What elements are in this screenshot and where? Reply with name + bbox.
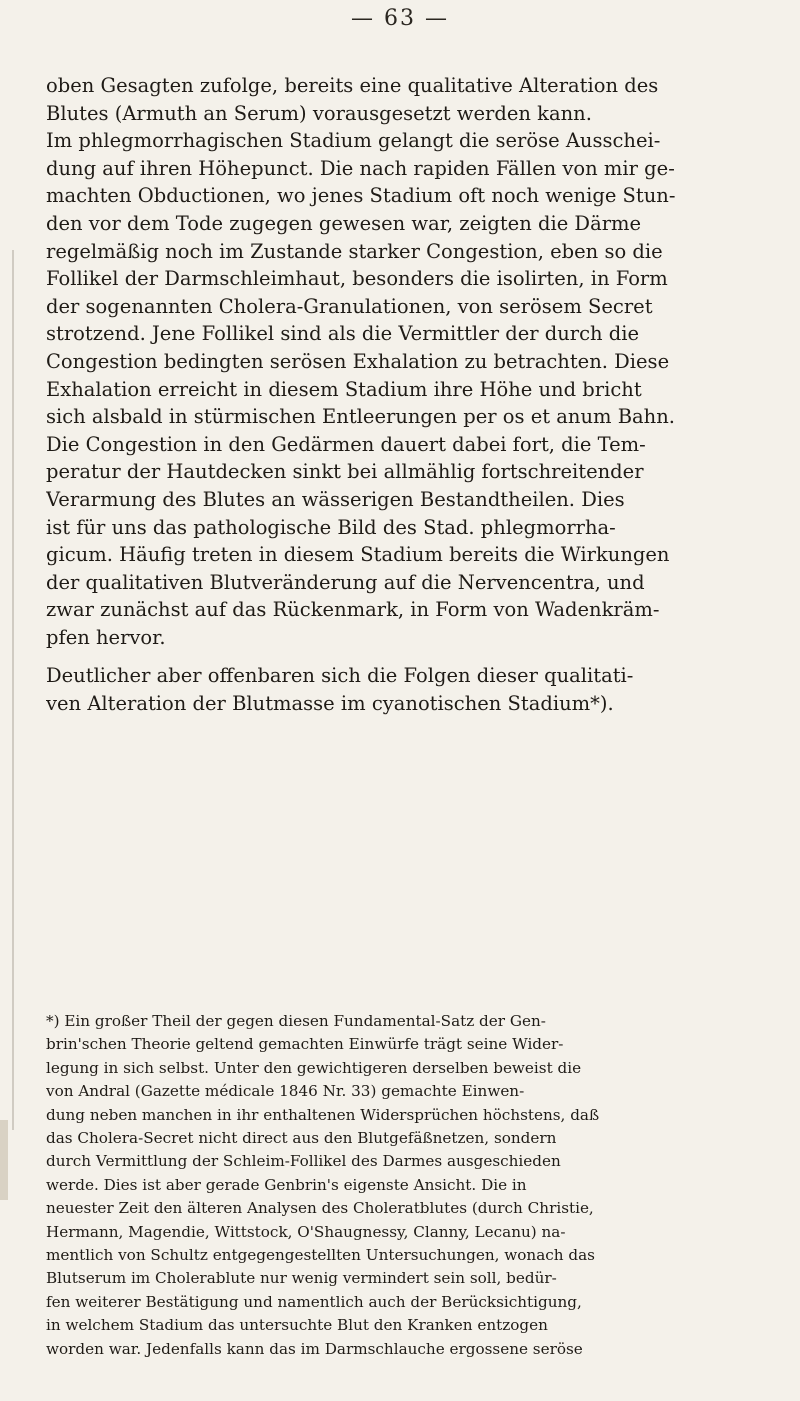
text-line: machten Obductionen, wo jenes Stadium oft noch wenige Stun- [46,184,676,208]
text-line: den vor dem Tode zugegen gewesen war, zeigten die Därme [46,211,642,235]
text-line: Die Congestion in den Gedärmen dauert dabei fort, die Tem- [46,432,646,456]
paragraph-gap [46,651,772,662]
text-line: Verarmung des Blutes an wässerigen Bestandtheilen. Dies [46,487,625,511]
footnote-line: in welchem Stadium das untersuchte Blut den Kranken entzogen [46,1316,548,1335]
footnote [46,1010,772,1361]
text-line: ven Alteration der Blutmasse im cyanotischen Stadium*). [46,692,614,716]
footnote-line: das Cholera-Secret nicht direct aus den Blutgefäßnetzen, sondern [46,1129,557,1148]
text-line: dung auf ihren Höhepunct. Die nach rapiden Fällen von mir ge- [46,156,675,180]
text-line: zwar zunächst auf das Rückenmark, in Form von Wadenkräm- [46,598,660,622]
footnote-line: Hermann, Magendie, Wittstock, O'Shaugnessy, Clanny, Lecanu) na- [46,1222,566,1241]
text-line: der qualitativen Blutveränderung auf die Nervencentra, und [46,570,645,594]
text-line: Follikel der Darmschleimhaut, besonders die isolirten, in Form [46,267,668,291]
footnote-line: werde. Dies ist aber gerade Genbrin's eigenste Ansicht. Die in [46,1175,527,1194]
footnote-line: brin'schen Theorie geltend gemachten Einwürfe trägt seine Wider- [46,1035,564,1054]
footnote-line: worden war. Jedenfalls kann das im Darmschlauche ergossene seröse [46,1339,583,1358]
page-edge-stain [0,1120,8,1200]
text-line: strotzend. Jene Follikel sind als die Vermittler der durch die [46,322,640,346]
text-line: Im phlegmorrhagischen Stadium gelangt die seröse Ausschei- [46,129,661,153]
text-line: ist für uns das pathologische Bild des Stad. phlegmorrha- [46,515,616,539]
footnote-line: durch Vermittlung der Schleim-Follikel des Darmes ausgeschieden [46,1152,561,1171]
text-line: peratur der Hautdecken sinkt bei allmählig fortschreitender [46,460,644,484]
text-line: Exhalation erreicht in diesem Stadium ihre Höhe und bricht [46,377,642,401]
footnote-line: mentlich von Schultz entgegengestellten Untersuchungen, wonach das [46,1246,595,1265]
text-line: der sogenannten Cholera-Granulationen, von serösem Secret [46,294,653,318]
text-line: regelmäßig noch im Zustande starker Congestion, eben so die [46,239,663,263]
text-line: Blutes (Armuth an Serum) vorausgesetzt werden kann. [46,101,592,125]
page-number: — 63 — [351,6,449,31]
main-text [46,72,772,718]
text-line: pfen hervor. [46,625,166,649]
footnote-line: fen weiterer Bestätigung und namentlich auch der Berücksichtigung, [46,1292,582,1311]
text-line: Deutlicher aber offenbaren sich die Folgen dieser qualitati- [46,664,634,688]
text-line: sich alsbald in stürmischen Entleerungen per os et anum Bahn. [46,405,675,429]
text-line: oben Gesagten zufolge, bereits eine qualitative Alteration des [46,74,659,97]
text-line: gicum. Häufig treten in diesem Stadium bereits die Wirkungen [46,543,670,567]
footnote-line: Blutserum im Cholerablute nur wenig vermindert sein soll, bedür- [46,1269,557,1288]
text-line: Congestion bedingten serösen Exhalation zu betrachten. Diese [46,349,670,373]
footnote-line: legung in sich selbst. Unter den gewichtigeren derselben beweist die [46,1058,582,1077]
footnote-line: neuester Zeit den älteren Analysen des Choleratblutes (durch Christie, [46,1199,594,1218]
footnote-line: von Andral (Gazette médicale 1846 Nr. 33) gemachte Einwen- [46,1082,525,1101]
page-gutter-shadow [12,250,14,1130]
footnote-line: *) Ein großer Theil der gegen diesen Fundamental-Satz der Gen- [46,1012,546,1030]
footnote-line: dung neben manchen in ihr enthaltenen Widersprüchen höchstens, daß [46,1105,600,1124]
